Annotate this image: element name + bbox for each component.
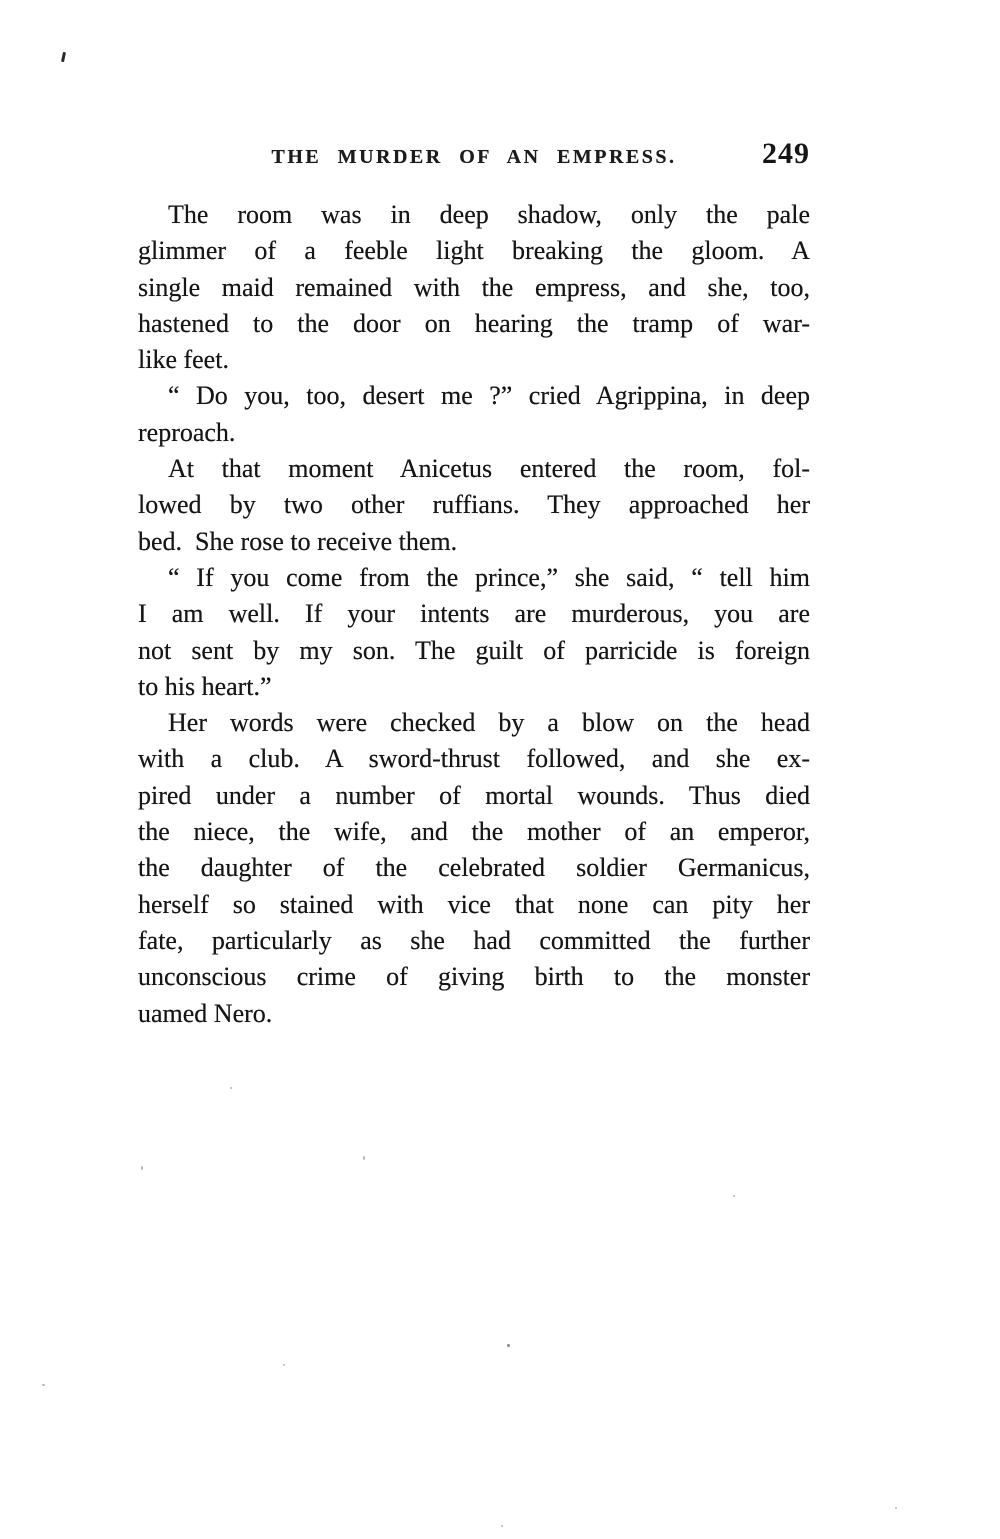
text-line: hastened to the door on hearing the tramp of war- (138, 308, 810, 338)
scan-speck (42, 1384, 45, 1386)
page-body (138, 197, 810, 1032)
text-line: herself so stained with vice that none can pity her (138, 889, 810, 919)
text-line: glimmer of a feeble light breaking the gloom. A (138, 236, 810, 266)
ink-speck (61, 52, 66, 62)
text-line: reproach. (138, 417, 236, 447)
scan-speck (230, 1087, 232, 1089)
text-line: bed. She rose to receive them. (138, 526, 458, 556)
text-line: the daughter of the celebrated soldier Germanicus, (138, 853, 810, 883)
scan-speck (733, 1195, 735, 1197)
text-line: The room was in deep shadow, only the pale (168, 200, 810, 229)
scan-speck (507, 1344, 510, 1347)
text-line: not sent by my son. The guilt of parricide is foreign (138, 635, 810, 665)
page-number: 249 (762, 137, 810, 170)
text-line: lowed by two other ruffians. They approached her (138, 490, 810, 520)
text-line: Her words were checked by a blow on the head (168, 708, 810, 738)
text-line: unconscious crime of giving birth to the monster (138, 962, 810, 992)
text-line: single maid remained with the empress, and she, too, (138, 272, 810, 302)
running-head: THE MURDER OF AN EMPRESS. (271, 146, 677, 168)
scan-speck (141, 1166, 143, 1170)
text-line: like feet. (138, 345, 229, 375)
text-line: with a club. A sword-thrust followed, and she ex- (138, 744, 810, 774)
scan-speck (363, 1156, 365, 1160)
text-line: to his heart.” (138, 671, 272, 701)
text-line: At that moment Anicetus entered the room, fol- (168, 454, 810, 484)
text-line: pired under a number of mortal wounds. Thus died (138, 780, 810, 810)
text-line: uamed Nero. (138, 998, 273, 1028)
text-line: “ If you come from the prince,” she said, “ tell him (168, 562, 810, 592)
text-line: fate, particularly as she had committed the further (138, 925, 810, 955)
text-line: the niece, the wife, and the mother of an emperor, (138, 817, 810, 847)
scan-speck (501, 1525, 503, 1527)
scan-speck (283, 1364, 285, 1366)
scan-speck (895, 1507, 897, 1509)
text-line: “ Do you, too, desert me ?” cried Agrippina, in deep (168, 381, 810, 411)
text-line: I am well. If your intents are murderous, you are (138, 599, 810, 629)
